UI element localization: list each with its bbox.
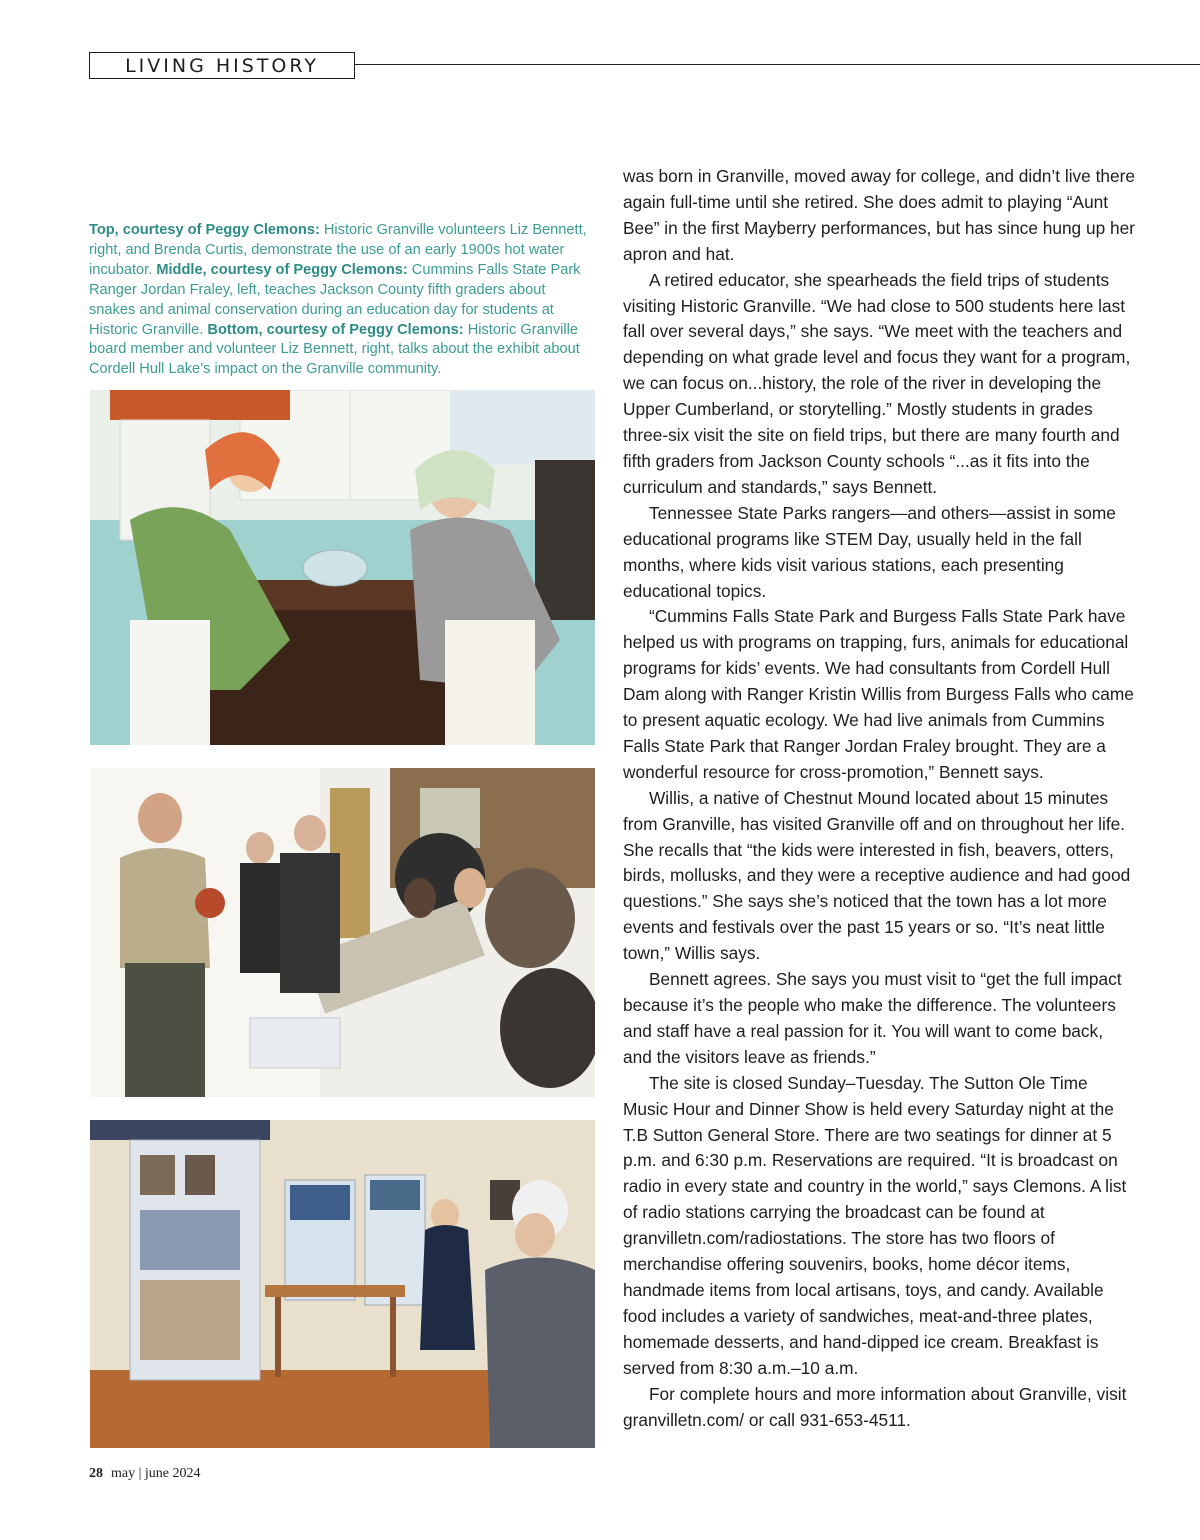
photo-lake-exhibit <box>90 1120 595 1448</box>
caption-top-text: Historic Granville volunteers Liz Bennett, right, and Brenda Curtis, demonstrate the use of an early 1900s hot water incubator. <box>89 222 587 278</box>
photo-ranger-students <box>90 768 595 1097</box>
issue-date: may | june 2024 <box>111 1466 201 1481</box>
caption-bottom-credit: Bottom, courtesy of Peggy Clemons: <box>207 321 464 338</box>
body-paragraph: Willis, a native of Chestnut Mound located about 15 minutes from Granville, has visited Granville off and on throughout her life. She recalls that “the kids were interested in fish, beavers, otters, birds, mollusks, and they were a receptive audience and had good questions.” She says she’s noticed that the town has a lot more events and festivals over the past 15 years or so. “It’s neat little town,” Willis says. <box>623 787 1131 964</box>
header-rule <box>355 64 1200 65</box>
body-paragraph: Tennessee State Parks rangers—and others—assist in some educational programs like STEM Day, usually held in the fall months, where kids visit various stations, each presenting educational topics. <box>623 502 1116 601</box>
body-paragraph: The site is closed Sunday–Tuesday. The Sutton Ole Time Music Hour and Dinner Show is held every Saturday night at the T.B Sutton General Store. There are two seatings for dinner at 5 p.m. and 6:30 p.m. Reservations are required. “It is broadcast on radio in every state and country in the world,” says Clemons. A list of radio stations carrying the broadcast can be found at granvilletn.com/radiostations. The store has two floors of merchandise offering souvenirs, books, home décor items, handmade items from local artisans, toys, and candy. Available food includes a variety of sandwiches, meat-and-three plates, homemade desserts, and hand-dipped ice cream. Breakfast is served from 8:30 a.m.–10 a.m. <box>623 1072 1127 1378</box>
body-paragraph: Bennett agrees. She says you must visit to “get the full impact because it’s the people who make the difference. The volunteers and staff have a real passion for it. You will want to come back, and the visitors leave as friends.” <box>623 969 1122 1067</box>
body-paragraph: For complete hours and more information about Granville, visit granvilletn.com/ or call 931-653-4511. <box>623 1383 1127 1430</box>
page-footer <box>89 1466 201 1482</box>
caption-middle-text: Cummins Falls State Park Ranger Jordan Fraley, left, teaches Jackson County fifth graders about snakes and animal conservation during an education day for students at Historic Granville. <box>89 261 581 338</box>
caption-middle-credit: Middle, courtesy of Peggy Clemons: <box>156 261 408 278</box>
section-label: LIVING HISTORY <box>125 55 319 77</box>
body-paragraph: “Cummins Falls State Park and Burgess Falls State Park have helped us with programs on trapping, furs, animals for educational programs for kids’ events. We had consultants from Cordell Hull Dam along with Ranger Kristin Willis from Burgess Falls who came to present aquatic ecology. We had live animals from Cummins Falls State Park that Ranger Jordan Fraley brought. They are a wonderful resource for cross-promotion,” Bennett says. <box>623 606 1134 782</box>
photo-caption <box>89 221 595 380</box>
body-paragraph: was born in Granville, moved away for college, and didn’t live there again full-time until she retired. She does admit to playing “Aunt Bee” in the first Mayberry performances, but has since hung up her apron and hat. <box>623 166 1135 264</box>
caption-bottom-text: Historic Granville board member and volunteer Liz Bennett, right, talks about the exhibit about Cordell Hull Lake’s impact on the Granville community. <box>89 321 580 378</box>
body-paragraph: A retired educator, she spearheads the field trips of students visiting Historic Granville. “We had close to 500 students here last fall over several days,” she says. “We meet with the teachers and depending on what grade level and focus they want for a program, we can focus on...history, the role of the river in developing the Upper Cumberland, or storytelling.” Mostly students in grades three-six visit the site on field trips, but there are many fourth and fifth graders from Jackson County schools “...as it fits into the curriculum and standards,” says Bennett. <box>623 269 1131 497</box>
photo-incubator-demonstration <box>90 390 595 745</box>
section-label-box <box>89 52 355 79</box>
page-number: 28 <box>89 1466 103 1481</box>
article-body <box>623 164 1135 1433</box>
caption-top-credit: Top, courtesy of Peggy Clemons: <box>89 222 320 238</box>
